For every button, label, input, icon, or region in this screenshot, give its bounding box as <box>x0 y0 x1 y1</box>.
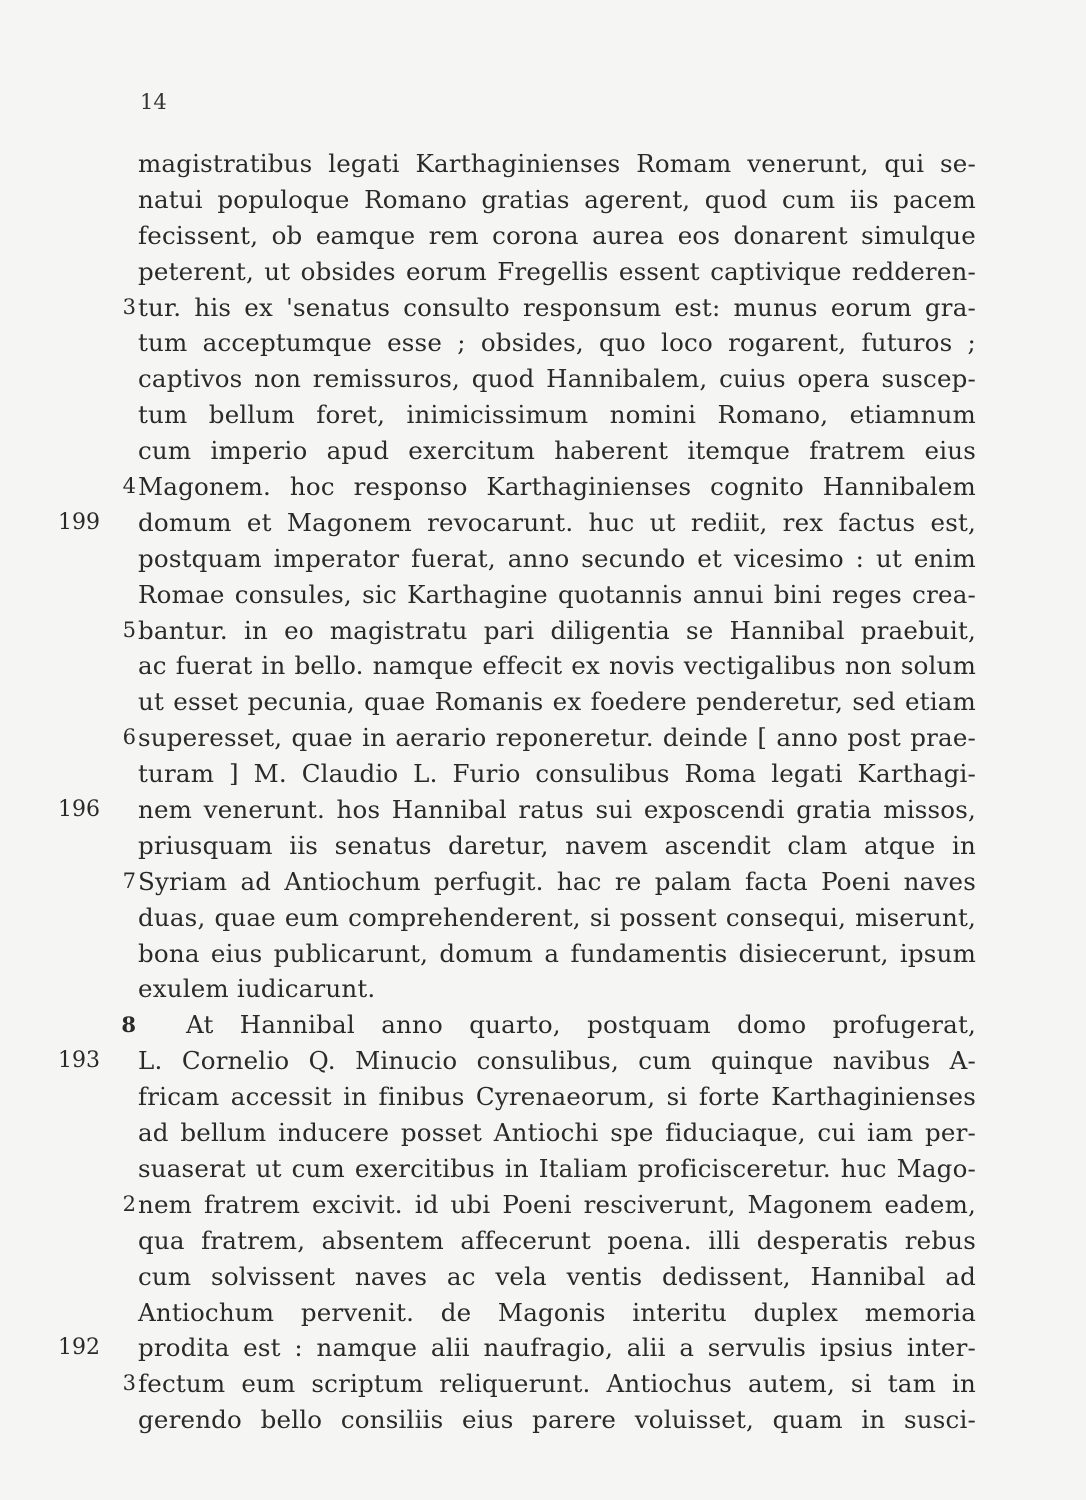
text-line <box>0 182 1086 218</box>
text-line <box>0 1366 1086 1402</box>
text-line <box>0 1115 1086 1151</box>
text-line <box>0 1295 1086 1331</box>
line-text: nem fratrem excivit. id ubi Poeni resciverunt, Magonem eadem, <box>138 1189 976 1219</box>
text-line <box>0 1223 1086 1259</box>
line-text: cum solvissent naves ac vela ventis dedissent, Hannibal ad <box>138 1261 976 1291</box>
text-line <box>0 218 1086 254</box>
text-block <box>0 146 1086 1438</box>
section-number: 8 <box>121 1012 136 1038</box>
line-text: bantur. in eo magistratu pari diligentia se Hannibal praebuit, <box>138 615 976 645</box>
text-line <box>0 936 1086 972</box>
line-text: priusquam iis senatus daretur, navem ascendit clam atque in <box>138 830 976 860</box>
line-text: cum imperio apud exercitum haberent itemque fratrem eius <box>138 436 976 466</box>
line-text: turam ] M. Claudio L. Furio consulibus Roma legati Karthagi- <box>138 759 976 789</box>
line-text: L. Cornelio Q. Minucio consulibus, cum quinque navibus A- <box>138 1046 976 1076</box>
text-line <box>0 684 1086 720</box>
line-text: exulem iudicarunt. <box>138 974 376 1004</box>
text-line <box>0 720 1086 756</box>
line-text: At Hannibal anno quarto, postquam domo profugerat, <box>186 1010 976 1040</box>
text-line <box>0 325 1086 361</box>
line-text: Syriam ad Antiochum perfugit. hac re palam facta Poeni naves <box>138 866 976 896</box>
text-line <box>0 1007 1086 1043</box>
margin-year: 193 <box>58 1048 100 1074</box>
line-text: natui populoque Romano gratias agerent, quod cum iis pacem <box>138 184 976 214</box>
text-line <box>0 505 1086 541</box>
line-text: prodita est : namque alii naufragio, alii a servulis ipsius inter- <box>138 1333 976 1363</box>
line-text: duas, quae eum comprehenderent, si possent consequi, miserunt, <box>138 902 976 932</box>
text-line <box>0 541 1086 577</box>
text-line <box>0 648 1086 684</box>
line-text: fecissent, ob eamque rem corona aurea eos donarent simulque <box>138 220 976 250</box>
line-text: suaserat ut cum exercitibus in Italiam proficisceretur. huc Mago- <box>138 1153 976 1183</box>
text-line <box>0 1043 1086 1079</box>
line-text: fricam accessit in finibus Cyrenaeorum, si forte Karthaginienses <box>138 1082 976 1112</box>
text-line <box>0 613 1086 649</box>
line-text: Magonem. hoc responso Karthaginienses cognito Hannibalem <box>138 472 976 502</box>
line-text: Romae consules, sic Karthagine quotannis annui bini reges crea- <box>138 579 976 609</box>
section-number: 4 <box>122 474 136 499</box>
text-line <box>0 146 1086 182</box>
line-text: peterent, ut obsides eorum Fregellis essent captivique redderen- <box>138 256 976 286</box>
line-text: tum bellum foret, inimicissimum nomini Romano, etiamnum <box>138 400 976 430</box>
margin-year: 192 <box>58 1335 100 1361</box>
line-text: tur. his ex 'senatus consulto responsum est: munus eorum gra- <box>138 292 976 322</box>
text-line <box>0 828 1086 864</box>
section-number: 7 <box>122 868 136 893</box>
text-line <box>0 361 1086 397</box>
section-number: 5 <box>122 617 136 642</box>
section-number: 2 <box>122 1191 136 1216</box>
line-text: superesset, quae in aerario reponeretur. deinde [ anno post prae- <box>138 723 976 753</box>
line-text: fectum eum scriptum reliquerunt. Antiochus autem, si tam in <box>138 1369 976 1399</box>
text-line <box>0 254 1086 290</box>
text-line <box>0 1402 1086 1438</box>
line-text: magistratibus legati Karthaginienses Romam venerunt, qui se- <box>138 149 976 178</box>
text-line <box>0 971 1086 1007</box>
line-text: Antiochum pervenit. de Magonis interitu duplex memoria <box>138 1297 976 1327</box>
line-text: ad bellum inducere posset Antiochi spe fiduciaque, cui iam per- <box>138 1118 976 1148</box>
line-text: captivos non remissuros, quod Hannibalem, cuius opera suscep- <box>138 364 976 394</box>
text-line <box>0 1187 1086 1223</box>
line-text: tum acceptumque esse ; obsides, quo loco rogarent, futuros ; <box>138 328 976 358</box>
text-line <box>0 792 1086 828</box>
section-number: 3 <box>122 294 136 319</box>
section-number: 3 <box>122 1371 136 1396</box>
text-line <box>0 1079 1086 1115</box>
line-text: postquam imperator fuerat, anno secundo et vicesimo : ut enim <box>138 543 976 573</box>
text-line <box>0 290 1086 326</box>
text-line <box>0 577 1086 613</box>
margin-year: 196 <box>58 797 100 823</box>
section-number: 6 <box>122 725 136 750</box>
text-line <box>0 1330 1086 1366</box>
text-line <box>0 1151 1086 1187</box>
text-line <box>0 756 1086 792</box>
text-line <box>0 397 1086 433</box>
line-text: nem venerunt. hos Hannibal ratus sui exposcendi gratia missos, <box>138 795 976 825</box>
text-line <box>0 1259 1086 1295</box>
line-text: qua fratrem, absentem affecerunt poena. illi desperatis rebus <box>138 1225 976 1255</box>
text-line <box>0 469 1086 505</box>
text-line <box>0 864 1086 900</box>
line-text: domum et Magonem revocarunt. huc ut rediit, rex factus est, <box>138 507 976 537</box>
line-text: bona eius publicarunt, domum a fundamentis disiecerunt, ipsum <box>138 938 976 968</box>
page-number: 14 <box>140 90 167 114</box>
line-text: ac fuerat in bello. namque effecit ex novis vectigalibus non solum <box>138 651 976 681</box>
margin-year: 199 <box>58 509 100 535</box>
line-text: ut esset pecunia, quae Romanis ex foedere penderetur, sed etiam <box>138 687 976 717</box>
text-line <box>0 433 1086 469</box>
line-text: gerendo bello consiliis eius parere voluisset, quam in susci- <box>138 1405 976 1435</box>
text-line <box>0 900 1086 936</box>
